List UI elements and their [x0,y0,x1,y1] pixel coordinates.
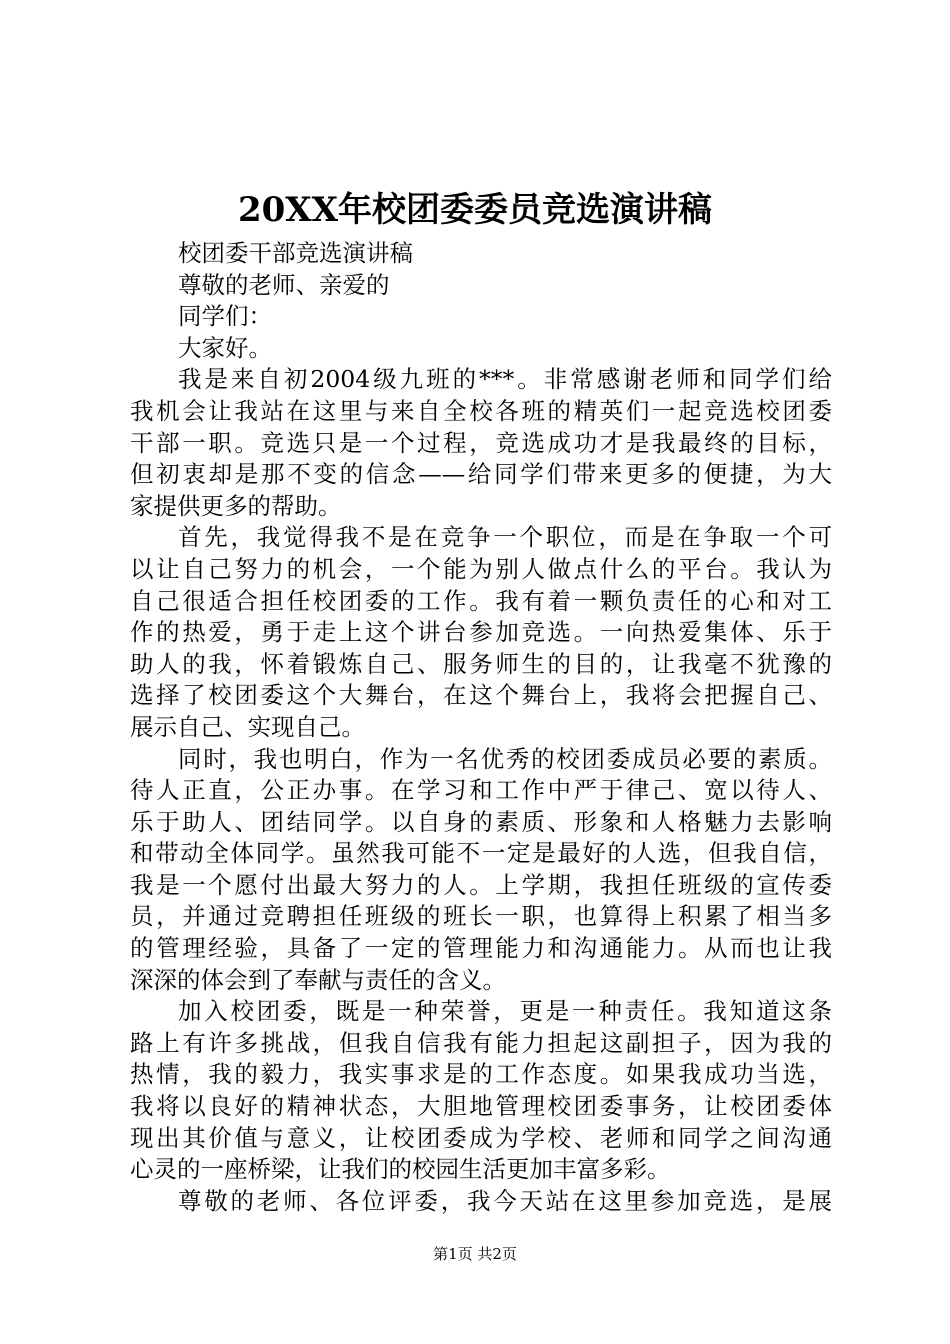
text-line: 和带动全体同学。虽然我可能不一定是最好的人选，但我自信， [130,839,832,868]
text-line: 选择了校团委这个大舞台，在这个舞台上，我将会把握自己、 [130,681,832,710]
text-line: 校团委干部竞选演讲稿 [178,239,413,267]
text-line: 的管理经验，具备了一定的管理能力和沟通能力。从而也让我 [130,934,832,963]
text-line: 同时，我也明白，作为一名优秀的校团委成员必要的素质。 [178,744,832,773]
text-line: 乐于助人、团结同学。以自身的素质、形象和人格魅力去影响 [130,807,832,836]
text-line: 大家好。 [178,333,272,362]
text-line: 现出其价值与意义，让校团委成为学校、老师和同学之间沟通 [130,1123,832,1152]
page-footer: 第1页 共2页 [433,1245,517,1263]
text-line: 待人正直，公正办事。在学习和工作中严于律己、宽以待人、 [130,776,832,805]
text-line: 助人的我，怀着锻炼自己、服务师生的目的，让我毫不犹豫的 [130,649,832,678]
text-line: 我机会让我站在这里与来自全校各班的精英们一起竞选校团委 [130,396,832,425]
text-line: 自己很适合担任校团委的工作。我有着一颗负责任的心和对工 [130,586,832,615]
text-line: 员，并通过竞聘担任班级的班长一职，也算得上积累了相当多 [130,902,832,931]
text-line: 同学们： [178,302,272,331]
text-line: 干部一职。竞选只是一个过程，竞选成功才是我最终的目标， [130,428,832,457]
text-line: 我将以良好的精神状态，大胆地管理校团委事务，让校团委体 [130,1092,832,1121]
document-body [130,238,832,1217]
text-line: 家提供更多的帮助。 [130,491,342,520]
text-line: 作的热爱，勇于走上这个讲台参加竞选。一向热爱集体、乐于 [130,618,832,647]
text-line: 加入校团委，既是一种荣誉，更是一种责任。我知道这条 [178,997,832,1026]
text-line: 路上有许多挑战，但我自信我有能力担起这副担子，因为我的 [130,1028,832,1057]
text-line: 心灵的一座桥梁，让我们的校园生活更加丰富多彩。 [130,1155,671,1184]
text-line: 但初衷却是那不变的信念——给同学们带来更多的便捷，为大 [130,460,832,489]
text-line: 首先，我觉得我不是在竞争一个职位，而是在争取一个可 [178,523,832,552]
text-line: 尊敬的老师、亲爱的 [178,270,390,299]
text-line: 以让自己努力的机会，一个能为别人做点什么的平台。我认为 [130,554,832,583]
text-line: 深深的体会到了奉献与责任的含义。 [130,965,506,994]
text-line: 我是来自初2004级九班的***。非常感谢老师和同学们给 [178,365,832,394]
text-line: 热情，我的毅力，我实事求是的工作态度。如果我成功当选， [130,1060,832,1089]
document-title: 20XX年校团委委员竞选演讲稿 [237,190,713,230]
text-line: 我是一个愿付出最大努力的人。上学期，我担任班级的宣传委 [130,870,832,899]
text-line: 展示自己、实现自己。 [130,712,365,741]
text-line: 尊敬的老师、各位评委，我今天站在这里参加竞选，是展 [178,1186,832,1215]
